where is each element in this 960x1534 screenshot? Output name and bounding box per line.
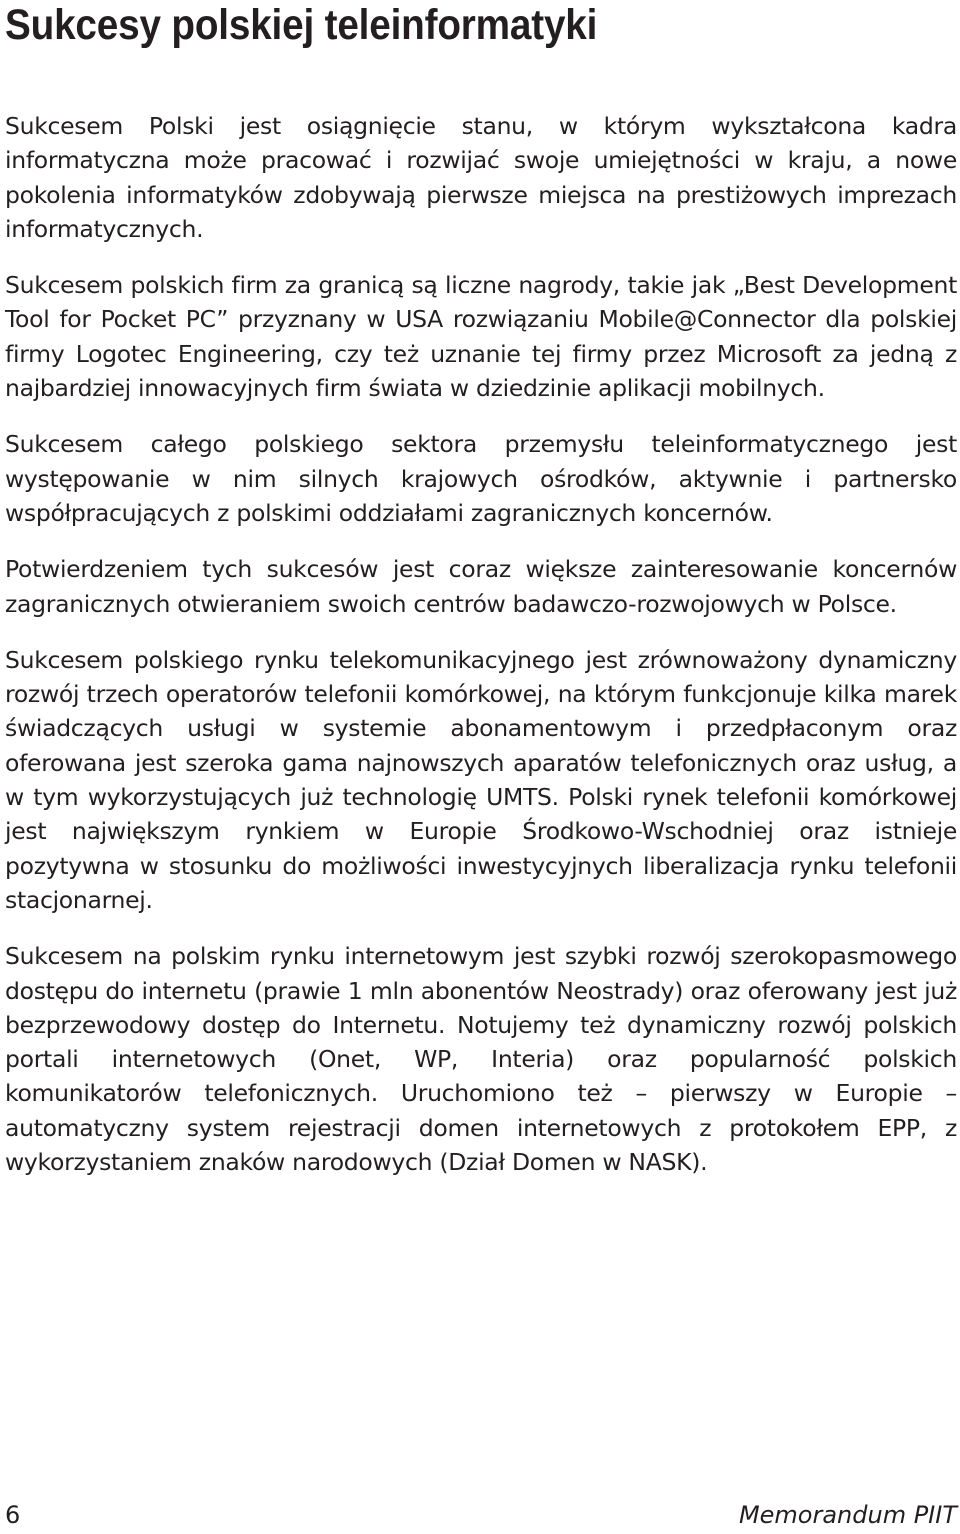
running-title: Memorandum PIIT [738,1501,957,1529]
page-footer [5,1498,957,1534]
page-number: 6 [5,1501,21,1529]
paragraph-3: Sukcesem całego polskiego sektora przemysłu teleinformatycznego jest występowanie w nim silnych krajowych ośrodków, aktywnie i partnersko współpracujących z polskimi oddziałami zagranicznych koncernów. [5,430,957,527]
paragraph-6: Sukcesem na polskim rynku internetowym jest szybki rozwój szerokopasmowego dostępu do internetu (prawie 1 mln abonentów Neostrady) oraz oferowany jest już bezprzewodowy dostęp do Internetu. Notujemy też dynamiczny rozwój polskich portali internetowych (Onet, WP, Interia) oraz popularność polskich komunikatorów telefonicznych. Uruchomiono też – pierwszy w Europie – automatyczny system rejestracji domen internetowych z protokołem EPP, z wykorzystaniem znaków narodowych (Dział Domen w NASK). [5,942,957,1177]
page-title: Sukcesy polskiej teleinformatyki [5,1,598,49]
paragraph-1: Sukcesem Polski jest osiągnięcie stanu, w którym wykształcona kadra informatyczna może pracować i rozwijać swoje umiejętności w kraju, a nowe pokolenia informatyków zdobywają pierwsze miejsca na prestiżowych imprezach informatycznych. [5,112,957,243]
body-text [5,109,957,1201]
document-page [5,0,957,1531]
paragraph-5: Sukcesem polskiego rynku telekomunikacyjnego jest zrównoważony dynamiczny rozwój trzech operatorów telefonii komórkowej, na którym funkcjonuje kilka marek świadczących usługi w systemie abonamentowym i przedpłaconym oraz oferowana jest szeroka gama najnowszych aparatów telefonicznych oraz usług, a w tym wykorzystujących już technologię UMTS. Polski rynek telefonii komórkowej jest największym rynkiem w Europie Środkowo-Wschodniej oraz istnieje pozytywna w stosunku do możliwości inwestycyjnych liberalizacja rynku telefonii stacjonarnej. [5,645,957,914]
paragraph-4: Potwierdzeniem tych sukcesów jest coraz większe zainteresowanie koncernów zagranicznych otwieraniem swoich centrów badawczo-rozwojowych w Polsce. [5,555,957,618]
paragraph-2: Sukcesem polskich firm za granicą są liczne nagrody, takie jak „Best Development Tool for Pocket PC” przyznany w USA rozwiązaniu Mobile@Connector dla polskiej firmy Logotec Engineering, czy też uznanie tej firmy przez Microsoft za jedną z najbardziej innowacyjnych firm świata w dziedzinie aplikacji mobilnych. [5,271,957,403]
